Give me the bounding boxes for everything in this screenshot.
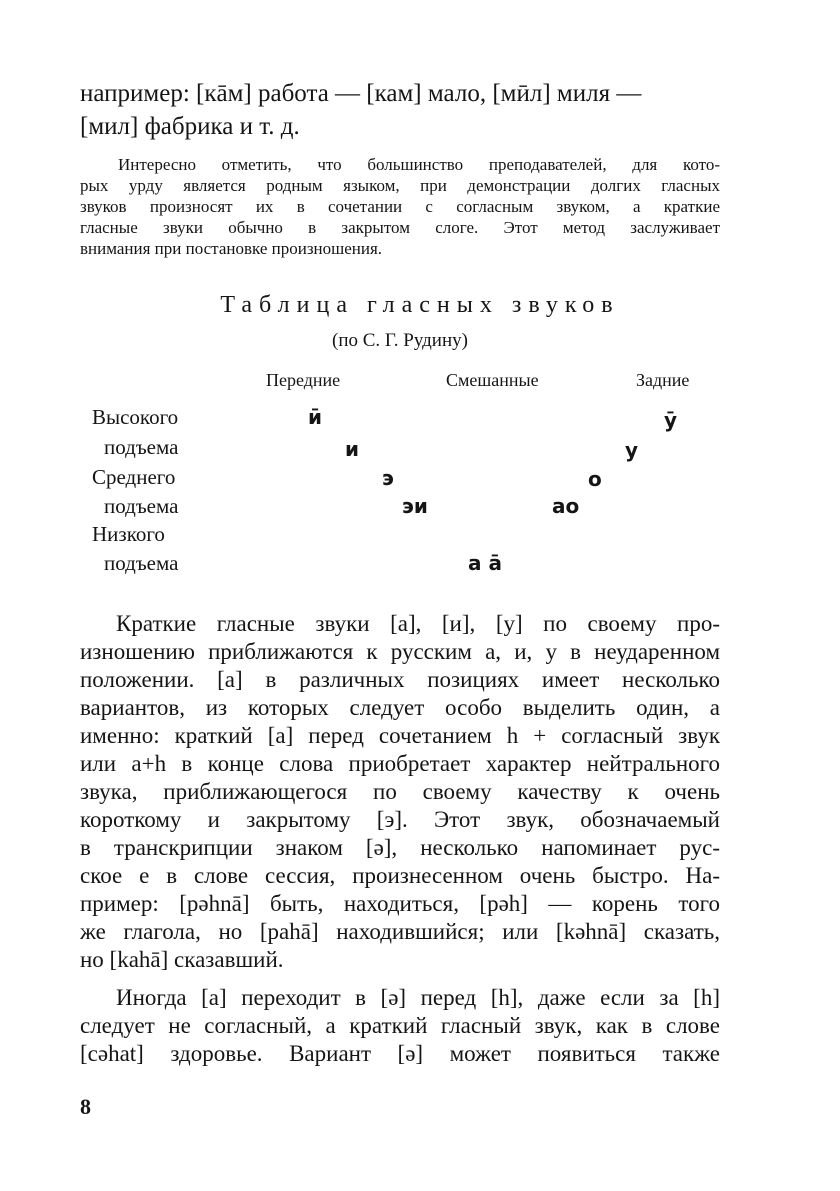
note-line-5: внимания при постановке произношения. <box>80 239 383 258</box>
vowel-high-front-long: ӣ <box>308 405 323 429</box>
para1-line-2: изношению приближаются к русским а, и, у в неударенном <box>80 639 720 664</box>
vowel-mid-front: э <box>382 466 394 490</box>
vowel-mid-back-diphthong: ао <box>552 494 580 518</box>
row-high: Высокого <box>92 405 179 429</box>
para1-line-4: вариантов, из которых следует особо выделить один, а <box>80 695 720 720</box>
note-line-2: рых урду является родным языком, при демонстрации долгих гласных <box>80 176 720 195</box>
para2-line-2: следует не согласный, а краткий гласный звук, как в слове <box>80 1013 720 1038</box>
para2-line-3: [cəhat] здоровье. Вариант [ə] может появиться также <box>80 1041 720 1066</box>
vowel-high-back-long: ӯ <box>664 408 678 432</box>
para1-line-10: ское е в слове сессия, произнесенном очень быстро. На- <box>80 863 720 888</box>
intro-line-1: например: [кāм] работа — [кам] мало, [мӣл] миля — <box>80 80 642 107</box>
row-mid: Среднего <box>92 465 176 489</box>
para1-line-3: положении. [а] в различных позициях имеет несколько <box>80 667 720 692</box>
vowel-mid-back: о <box>588 467 602 491</box>
vowel-mid-front-diphthong: эи <box>402 494 428 518</box>
row-low: Низкого <box>92 522 165 546</box>
row-low-cont: подъема <box>104 551 179 575</box>
para1-line-9: в транскрипции знаком [ə], несколько напоминает рус- <box>80 835 720 860</box>
para1-line-1: Краткие гласные звуки [а], [и], [у] по своему про- <box>116 611 720 636</box>
note-line-1: Интересно отметить, что большинство преподавателей, для кото- <box>118 155 720 174</box>
column-front: Передние <box>266 370 341 390</box>
table-title: Таблица гласных звуков <box>220 292 620 318</box>
vowel-low-central: а ā <box>468 551 502 575</box>
column-mixed: Смешанные <box>446 370 539 390</box>
para1-line-5: именно: краткий [а] перед сочетанием h + согласный звук <box>80 723 720 748</box>
vowel-high-front-short: и <box>345 437 360 461</box>
intro-line-2: [мил] фабрика и т. д. <box>80 113 300 140</box>
para1-line-13: но [kahā] сказавший. <box>80 947 284 972</box>
para1-line-6: или а+h в конце слова приобретает характер нейтрального <box>80 751 720 776</box>
para1-line-7: звука, приближающегося по своему качеству к очень <box>80 779 720 804</box>
page-number: 8 <box>80 1094 91 1119</box>
para1-line-8: короткому и закрытому [э]. Этот звук, обозначаемый <box>80 807 720 832</box>
column-back: Задние <box>636 370 690 390</box>
table-subtitle: (по С. Г. Рудину) <box>332 330 468 351</box>
para2-line-1: Иногда [а] переходит в [ə] перед [h], даже если за [h] <box>116 985 720 1010</box>
para1-line-12: же глагола, но [pahā] находившийся; или [kəhnā] сказать, <box>80 919 720 944</box>
vowel-high-back-short: у <box>625 438 639 462</box>
note-line-4: гласные звуки обычно в закрытом слоге. Этот метод заслуживает <box>80 218 720 237</box>
row-high-cont: подъема <box>104 435 179 459</box>
note-line-3: звуков произносят их в сочетании с согласным звуком, а краткие <box>80 197 720 216</box>
para1-line-11: пример: [pəhnā] быть, находиться, [pəh] — корень того <box>80 891 720 916</box>
row-mid-cont: подъема <box>104 494 179 518</box>
